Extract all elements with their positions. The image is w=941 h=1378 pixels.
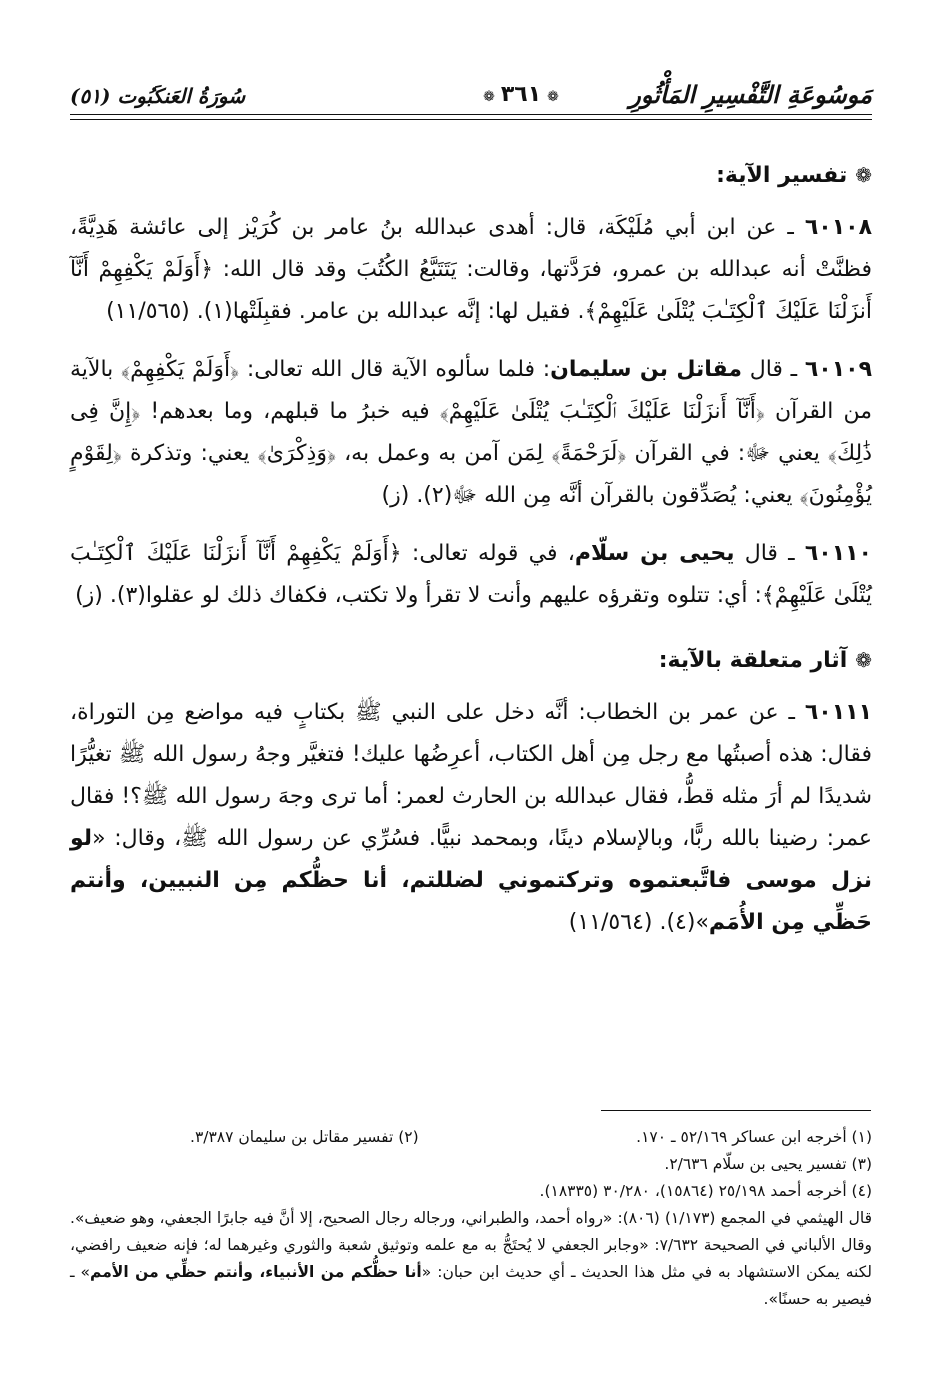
footnotes	[70, 1124, 872, 1313]
footnote-3: (٣) تفسير يحيى بن سلّام ٢/٦٣٦.	[664, 1155, 872, 1173]
footnote-1: (١) أخرجه ابن عساكر ٥٢/١٦٩ ـ ١٧٠.	[636, 1128, 872, 1146]
narration-number: ٦٠١٠٩	[804, 357, 872, 382]
footnote-row	[70, 1124, 872, 1151]
narration-number: ٦٠١٠٨	[804, 215, 872, 240]
page-number: ٣٦١	[500, 82, 542, 107]
narration-text: ـ عن ابن أبي مُلَيْكَة، قال: أهدى عبدالله بنُ عامر بن كُرَيْز إلى عائشة هَدِيَّةً، فظنَّتْ أنه عبدالله بن عمرو، فرَدَّتها، وقالت: يَتَتَبَّعُ الكُتُبَ وقد قال الله: ﴿أَوَلَمْ يَكْفِهِمْ أَنَّآ أَنزَلْنَا عَلَيْكَ ٱلْكِتَـٰبَ يُتْلَىٰ عَلَيْهِمْ﴾. فقيل لها: إنَّه عبدالله بن عامر. فقبِلَتْها(١). (١١/٥٦٥)	[70, 215, 872, 324]
paragraph-60108	[70, 207, 872, 333]
footnote-4-note: قال الهيثمي في المجمع (١/١٧٣) (٨٠٦): «رواه أحمد، والطبراني، ورجاله رجال الصحيح، إلا أنَّ فيه جابرًا الجعفي، وهو ضعيف». وقال الألباني في الصحيحة ٧/٦٣٢: «وجابر الجعفي لا يُحتَجُّ به مع علمه وتوثيق شعبة والثوري وغيرهما له؛ فإنه ضعيف رافضي، لكنه يمكن الاستشهاد به في مثل هذا الحديث ـ أي حديث ابن حبان: «أنا حظُّكم من الأنبياء، وأنتم حظِّي من الأمم» ـ فيصير به حسنًا».	[70, 1209, 872, 1308]
paragraph-60110	[70, 533, 872, 617]
flower-icon: ❁	[855, 163, 872, 187]
surah-name: سُورَةُ العَنكَبُوت (٥١)	[70, 84, 246, 108]
header-rule-bottom	[70, 119, 872, 120]
page-header	[70, 78, 872, 126]
page-number-box	[466, 82, 576, 107]
footnote-2: (٢) تفسير مقاتل بن سليمان ٣/٣٨٧.	[190, 1128, 419, 1146]
narration-lead: ـ قال	[734, 541, 805, 566]
narration-number: ٦٠١١١	[804, 700, 872, 725]
flower-icon: ❁	[855, 648, 872, 672]
hadith-quote: لو نزل موسى فاتَّبعتموه وتركتموني لضللتم، أنا حظُّكم مِن النبيين، وأنتم حَظِّي مِن الأُمَم	[70, 826, 872, 935]
footnote-4: (٤) أخرجه أحمد ٢٥/١٩٨ (١٥٨٦٤)، ٣٠/٢٨٠ (١٨٣٣٥).	[539, 1182, 872, 1200]
footnote-separator	[601, 1110, 871, 1111]
narration-text: ـ عن عمر بن الخطاب: أنَّه دخل على النبي ﷺ بكتابٍ فيه مواضع مِن التوراة، فقال: هذه أصبتُها مع رجل مِن أهل الكتاب، أعرِضُها عليك! فتغيَّر وجهُ رسول الله ﷺ تغيُّرًا شديدًا لم أرَ مثله قطُّ، فقال عبدالله بن الحارث لعمر: أما ترى وجهَ رسول الله ﷺ؟! فقال عمر: رضينا بالله ربًّا، وبالإسلام دينًا، وبمحمد نبيًّا. فسُرِّي عن رسول الله ﷺ، وقال: «	[70, 700, 872, 851]
header-rule-top	[70, 114, 872, 115]
book-title: مَوسُوعَةِ التَّفْسِيرِ المَأْثُورِ	[629, 80, 872, 109]
ornament-icon: ❁	[483, 89, 495, 105]
main-text	[70, 148, 872, 960]
section-heading-athar: ❁آثار متعلقة بالآية:	[658, 648, 872, 673]
section-heading-tafsir: ❁تفسير الآية:	[716, 163, 872, 188]
narrator-name: مقاتل بن سليمان	[550, 357, 743, 382]
narrator-name: يحيى بن سلّام	[574, 541, 735, 566]
ornament-icon: ❁	[547, 89, 559, 105]
narration-tail: »(٤). (١١/٥٦٤)	[568, 910, 709, 935]
paragraph-60111	[70, 692, 872, 944]
narration-text: ، في قوله تعالى: ﴿أَوَلَمْ يَكْفِهِمْ أَنَّآ أَنزَلْنَا عَلَيْكَ ٱلْكِتَـٰبَ يُتْلَىٰ عَلَيْهِمْ﴾: أي: تتلوه وتقرؤه عليهم وأنت لا تقرأ ولا تكتب، فكفاك ذلك لو عقلوا(٣). (ز)	[70, 541, 872, 608]
narration-text: : فلما سألوه الآية قال الله تعالى: ﴿أَوَلَمْ يَكْفِهِمْ﴾ بالآية من القرآن ﴿أَنَّآ أَنزَلْنَا عَلَيْكَ ٱلْكِتَـٰبَ يُتْلَىٰ عَلَيْهِمْ﴾ فيه خبرُ ما قبلهم، وما بعدهم! ﴿إِنَّ فِى ذَٰلِكَ﴾ يعني ﷻ: في القرآن ﴿لَرَحْمَةً﴾ لِمَن آمن به وعمل به، ﴿وَذِكْرَىٰ﴾ يعني: وتذكرة ﴿لِقَوْمٍ يُؤْمِنُونَ﴾ يعني: يُصَدِّقون بالقرآن أنَّه مِن الله ﷻ(٢). (ز)	[70, 357, 872, 508]
narration-lead: ـ قال	[742, 357, 805, 382]
paragraph-60109	[70, 349, 872, 517]
narration-number: ٦٠١١٠	[804, 541, 872, 566]
